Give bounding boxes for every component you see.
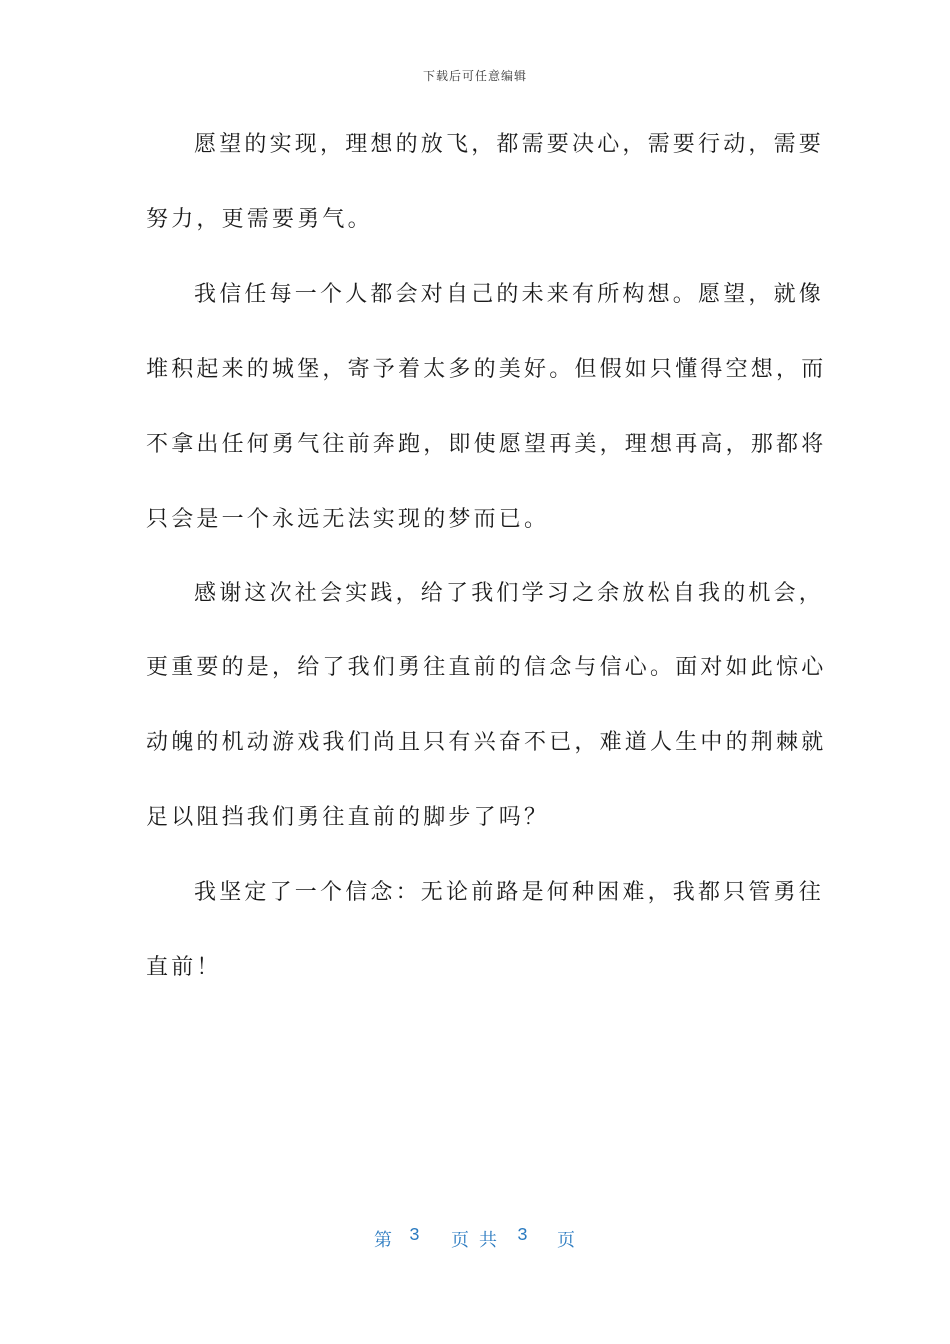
- total-pages-number: 3: [517, 1226, 528, 1246]
- header-note: 下载后可任意编辑: [422, 69, 527, 83]
- page-label-mid: 页共: [451, 1232, 507, 1252]
- paragraph-line: 更重要的是，给了我们勇往直前的信念与信心。面对如此惊心: [146, 655, 827, 680]
- paragraph-line: 只会是一个永远无法实现的梦而已。: [146, 507, 550, 532]
- paragraph-line: 努力，更需要勇气。: [146, 207, 373, 232]
- paragraph-line: 感谢这次社会实践，给了我们学习之余放松自我的机会，: [194, 581, 825, 606]
- paragraph-line: 我坚定了一个信念：无论前路是何种困难，我都只管勇往: [194, 880, 825, 905]
- page-label-prefix: 第: [374, 1232, 392, 1252]
- page-label-suffix: 页: [557, 1232, 575, 1252]
- paragraph-line: 堆积起来的城堡，寄予着太多的美好。但假如只懂得空想，而: [146, 357, 827, 382]
- paragraph-line: 动魄的机动游戏我们尚且只有兴奋不已，难道人生中的荆棘就: [146, 730, 827, 755]
- paragraph-line: 愿望的实现，理想的放飞，都需要决心，需要行动，需要: [194, 132, 825, 157]
- current-page-number: 3: [409, 1226, 420, 1246]
- page-footer: [0, 1226, 950, 1254]
- paragraph-line: 不拿出任何勇气往前奔跑，即使愿望再美，理想再高，那都将: [146, 432, 827, 457]
- paragraph-line: 直前！: [146, 955, 222, 980]
- paragraph-line: 我信任每一个人都会对自己的未来有所构想。愿望，就像: [194, 282, 825, 307]
- paragraph-line: 足以阻挡我们勇往直前的脚步了吗？: [146, 805, 550, 830]
